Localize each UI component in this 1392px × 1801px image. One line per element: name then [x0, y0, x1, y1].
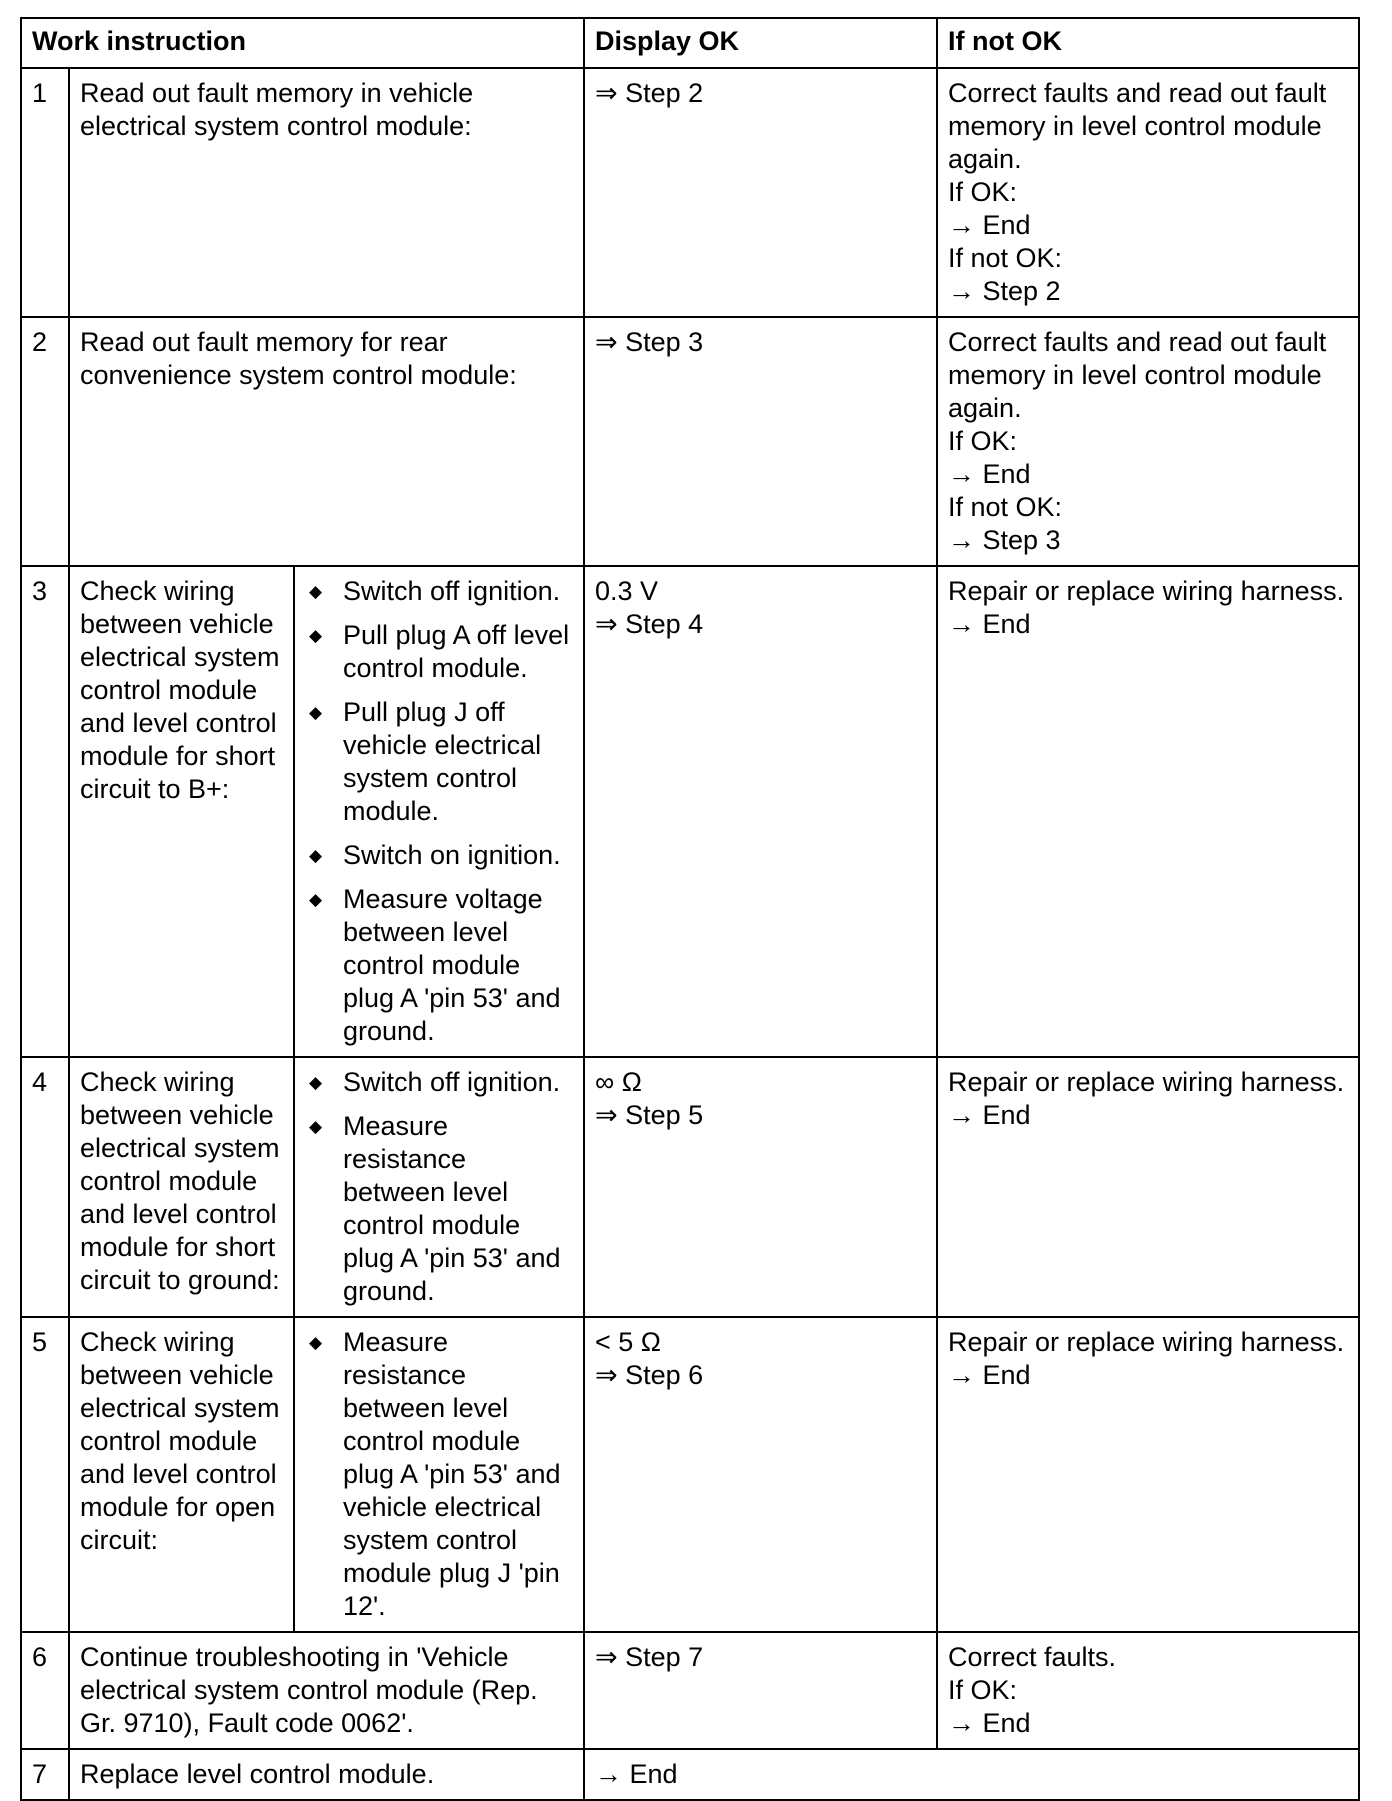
if-not-ok-line: → Step 3: [948, 525, 1061, 555]
display-ok-line: < 5 Ω: [595, 1327, 661, 1357]
if-not-ok-line: If not OK:: [948, 492, 1063, 522]
table-row: [21, 68, 1359, 317]
detail-item: ◆ Measure resistance between level control module plug A 'pin 53' and ground.: [305, 1110, 573, 1308]
display-ok-cell: [584, 1749, 1359, 1800]
display-ok-cell: [584, 1632, 937, 1749]
step-number: 6: [21, 1632, 69, 1749]
display-ok-line: ⇒ Step 3: [595, 327, 704, 357]
if-not-ok-cell: [937, 1632, 1359, 1749]
if-not-ok-line: Repair or replace wiring harness.: [948, 1327, 1345, 1357]
table-row: [21, 1632, 1359, 1749]
step-number: 3: [21, 566, 69, 1057]
table-row: [21, 1317, 1359, 1632]
detail-item: ◆ Pull plug A off level control module.: [305, 619, 573, 685]
if-not-ok-line: → End: [948, 459, 1031, 489]
display-ok-line: ∞ Ω: [595, 1067, 642, 1097]
details-cell: [294, 566, 584, 1057]
instruction-text: Replace level control module.: [69, 1749, 584, 1800]
details-list: [305, 1066, 573, 1308]
details-cell: [294, 1317, 584, 1632]
display-ok-line: ⇒ Step 5: [595, 1100, 704, 1130]
if-not-ok-cell: [937, 566, 1359, 1057]
if-not-ok-line: → End: [948, 1100, 1031, 1130]
detail-item: ◆ Measure voltage between level control module plug A 'pin 53' and ground.: [305, 883, 573, 1048]
display-ok-line: ⇒ Step 7: [595, 1642, 704, 1672]
if-not-ok-line: → End: [948, 210, 1031, 240]
if-not-ok-line: If not OK:: [948, 243, 1063, 273]
if-not-ok-line: Correct faults and read out fault memory in level control module again.: [948, 78, 1327, 174]
table-header-row: [21, 18, 1359, 68]
header-display-ok: Display OK: [584, 18, 937, 68]
step-number: 4: [21, 1057, 69, 1317]
if-not-ok-line: Correct faults.: [948, 1642, 1117, 1672]
instruction-text: Check wiring between vehicle electrical system control module and level control module for short circuit to B+:: [69, 566, 294, 1057]
detail-item: ◆ Switch off ignition.: [305, 575, 573, 608]
if-not-ok-line: Repair or replace wiring harness.: [948, 1067, 1345, 1097]
header-if-not-ok: If not OK: [937, 18, 1359, 68]
if-not-ok-line: If OK:: [948, 1675, 1018, 1705]
instruction-text: Read out fault memory for rear convenience system control module:: [69, 317, 584, 566]
if-not-ok-cell: [937, 68, 1359, 317]
instruction-text: Read out fault memory in vehicle electrical system control module:: [69, 68, 584, 317]
instruction-text: Continue troubleshooting in 'Vehicle electrical system control module (Rep. Gr. 9710), Fault code 0062'.: [69, 1632, 584, 1749]
step-number: 7: [21, 1749, 69, 1800]
table-row: [21, 566, 1359, 1057]
detail-item: ◆ Switch on ignition.: [305, 839, 573, 872]
display-ok-line: ⇒ Step 4: [595, 609, 704, 639]
if-not-ok-line: Repair or replace wiring harness.: [948, 576, 1345, 606]
if-not-ok-line: If OK:: [948, 426, 1018, 456]
display-ok-line: ⇒ Step 6: [595, 1360, 704, 1390]
table-row: [21, 1057, 1359, 1317]
instruction-text: Check wiring between vehicle electrical system control module and level control module for open circuit:: [69, 1317, 294, 1632]
header-work-instruction: Work instruction: [21, 18, 584, 68]
if-not-ok-cell: [937, 317, 1359, 566]
if-not-ok-line: → End: [948, 1708, 1031, 1738]
if-not-ok-line: Correct faults and read out fault memory in level control module again.: [948, 327, 1327, 423]
if-not-ok-cell: [937, 1057, 1359, 1317]
display-ok-cell: [584, 68, 937, 317]
detail-item: ◆ Measure resistance between level control module plug A 'pin 53' and vehicle electrical system control module plug J 'pin 12'.: [305, 1326, 573, 1623]
step-number: 5: [21, 1317, 69, 1632]
display-ok-cell: [584, 1317, 937, 1632]
table-row: [21, 317, 1359, 566]
if-not-ok-cell: [937, 1317, 1359, 1632]
display-ok-line: 0.3 V: [595, 576, 659, 606]
table-row: [21, 1749, 1359, 1800]
display-ok-cell: [584, 1057, 937, 1317]
if-not-ok-line: If OK:: [948, 177, 1018, 207]
display-ok-line: → End: [595, 1759, 678, 1789]
if-not-ok-line: → End: [948, 609, 1031, 639]
details-list: [305, 575, 573, 1048]
details-list: [305, 1326, 573, 1623]
display-ok-line: ⇒ Step 2: [595, 78, 704, 108]
step-number: 2: [21, 317, 69, 566]
work-instruction-table: [20, 17, 1360, 1801]
if-not-ok-line: → Step 2: [948, 276, 1061, 306]
display-ok-cell: [584, 317, 937, 566]
details-cell: [294, 1057, 584, 1317]
step-number: 1: [21, 68, 69, 317]
instruction-text: Check wiring between vehicle electrical system control module and level control module for short circuit to ground:: [69, 1057, 294, 1317]
display-ok-cell: [584, 566, 937, 1057]
if-not-ok-line: → End: [948, 1360, 1031, 1390]
detail-item: ◆ Pull plug J off vehicle electrical system control module.: [305, 696, 573, 828]
detail-item: ◆ Switch off ignition.: [305, 1066, 573, 1099]
